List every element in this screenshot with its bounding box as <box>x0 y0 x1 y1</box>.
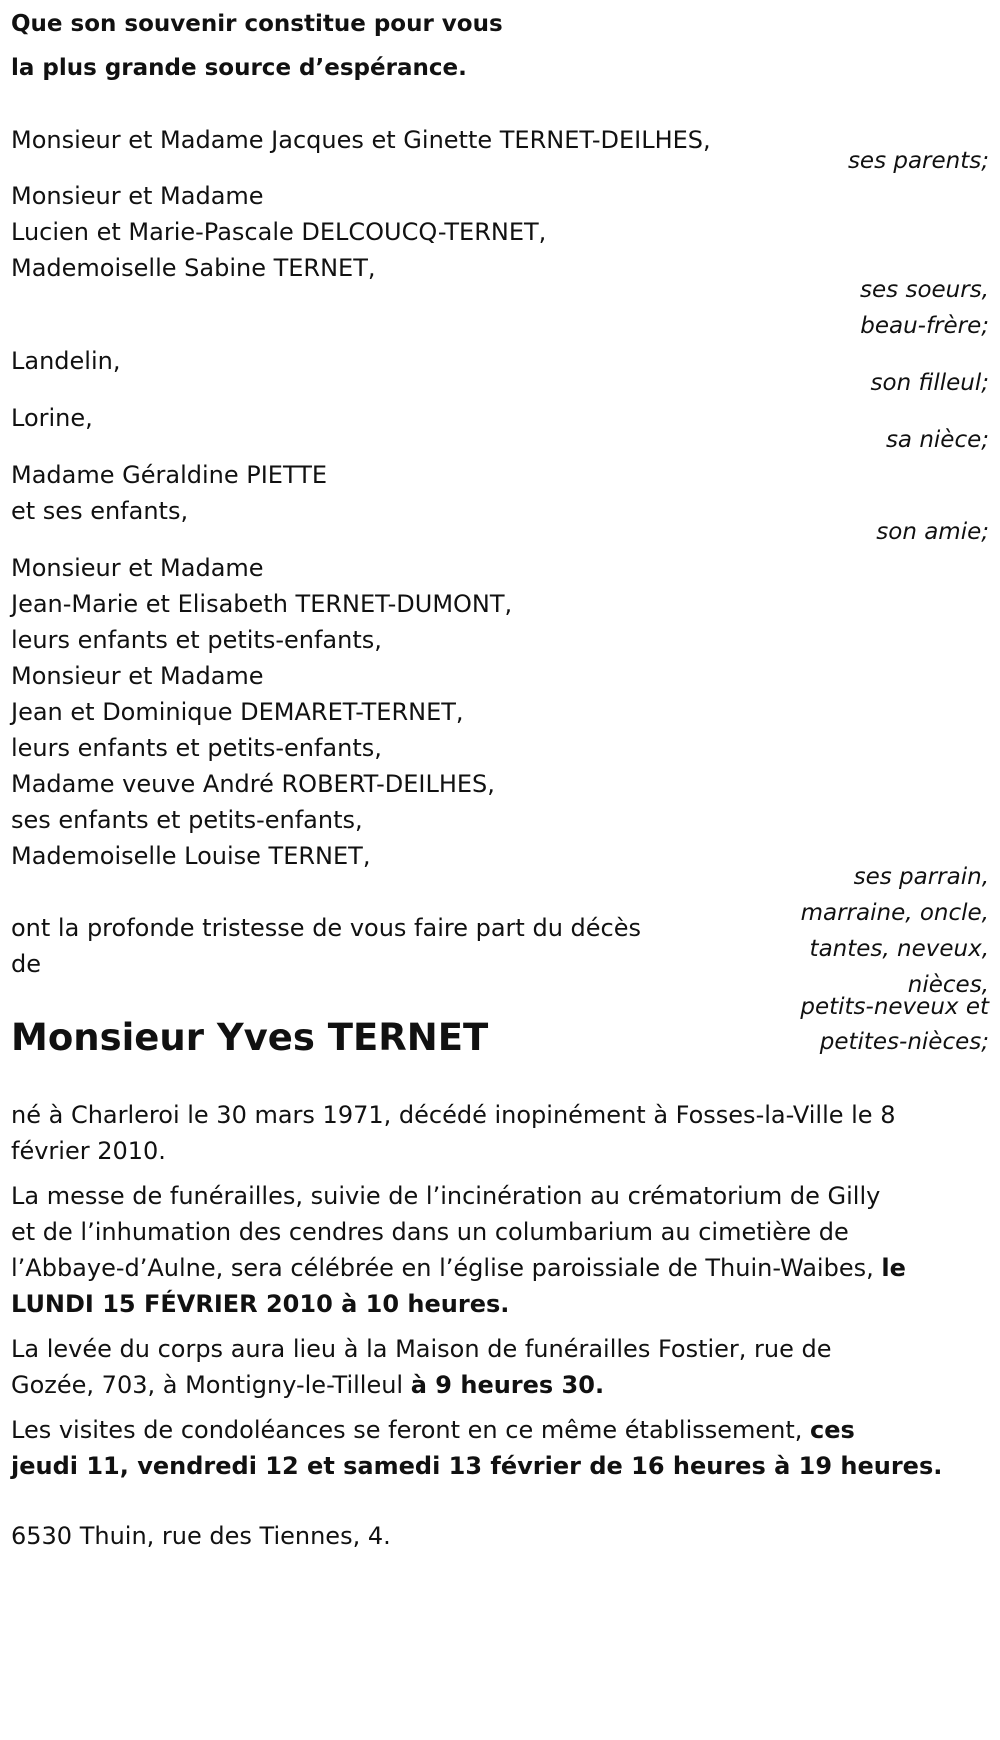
sisters-relation-2: beau-frère; <box>860 313 989 339</box>
birth-line-2: février 2010. <box>11 1137 166 1165</box>
deceased-name: Monsieur Yves TERNET <box>11 1016 489 1059</box>
extended-relation-6: petites-nièces; <box>819 1029 989 1055</box>
friend-line-1: Madame Géraldine PIETTE <box>11 461 328 489</box>
extended-line-8: ses enfants et petits-enfants, <box>11 806 363 834</box>
extended-line-6: leurs enfants et petits-enfants, <box>11 734 382 762</box>
extended-line-2: Jean-Marie et Elisabeth TERNET-DUMONT, <box>11 590 513 618</box>
godson-relation: son filleul; <box>870 370 989 396</box>
mass-date: LUNDI 15 FÉVRIER 2010 à 10 heures. <box>11 1290 510 1318</box>
extended-line-3: leurs enfants et petits-enfants, <box>11 626 382 654</box>
levee-line-1: La levée du corps aura lieu à la Maison de funérailles Fostier, rue de <box>11 1335 832 1363</box>
visits-line-1 <box>11 1418 855 1442</box>
mass-line-3 <box>11 1256 906 1280</box>
sisters-line-1: Monsieur et Madame <box>11 182 264 210</box>
extended-relation-2: marraine, oncle, <box>800 900 989 926</box>
sisters-line-3: Mademoiselle Sabine TERNET, <box>11 254 376 282</box>
levee-time: à 9 heures 30. <box>410 1371 605 1399</box>
godson-name: Landelin, <box>11 347 121 375</box>
levee-line-2 <box>11 1373 604 1397</box>
visits-line-1-text: Les visites de condoléances se feront en ce même établissement, <box>11 1416 803 1444</box>
extended-line-4: Monsieur et Madame <box>11 662 264 690</box>
announce-line-2: de <box>11 950 41 978</box>
sisters-relation-1: ses soeurs, <box>860 277 989 303</box>
extended-relation-4: nièces, <box>907 972 989 998</box>
mass-line-3-bold: le <box>881 1254 906 1282</box>
birth-line-1: né à Charleroi le 30 mars 1971, décédé inopinément à Fosses-la-Ville le 8 <box>11 1101 896 1129</box>
niece-name: Lorine, <box>11 404 93 432</box>
intro-line-2: la plus grande source d’espérance. <box>11 55 467 81</box>
extended-relation-1: ses parrain, <box>853 864 989 890</box>
extended-line-7: Madame veuve André ROBERT-DEILHES, <box>11 770 495 798</box>
mass-line-2: et de l’inhumation des cendres dans un columbarium au cimetière de <box>11 1218 849 1246</box>
announce-line-1: ont la profonde tristesse de vous faire part du décès <box>11 914 641 942</box>
friend-line-2: et ses enfants, <box>11 497 189 525</box>
extended-line-9: Mademoiselle Louise TERNET, <box>11 842 371 870</box>
extended-line-5: Jean et Dominique DEMARET-TERNET, <box>11 698 464 726</box>
visits-dates: jeudi 11, vendredi 12 et samedi 13 février de 16 heures à 19 heures. <box>11 1452 943 1480</box>
extended-relation-5: petits-neveux et <box>800 994 989 1020</box>
parents-names: Monsieur et Madame Jacques et Ginette TERNET-DEILHES, <box>11 126 711 154</box>
visits-line-1-bold: ces <box>810 1416 855 1444</box>
address: 6530 Thuin, rue des Tiennes, 4. <box>11 1522 391 1550</box>
sisters-line-2: Lucien et Marie-Pascale DELCOUCQ-TERNET, <box>11 218 547 246</box>
friend-relation: son amie; <box>876 519 989 545</box>
intro-line-1: Que son souvenir constitue pour vous <box>11 11 503 37</box>
parents-relation: ses parents; <box>847 148 989 174</box>
levee-line-2-text: Gozée, 703, à Montigny-le-Tilleul <box>11 1371 404 1399</box>
niece-relation: sa nièce; <box>885 427 989 453</box>
mass-line-3-text: l’Abbaye-d’Aulne, sera célébrée en l’église paroissiale de Thuin-Waibes, <box>11 1254 874 1282</box>
mass-line-1: La messe de funérailles, suivie de l’incinération au crématorium de Gilly <box>11 1182 881 1210</box>
extended-line-1: Monsieur et Madame <box>11 554 264 582</box>
extended-relation-3: tantes, neveux, <box>809 936 989 962</box>
